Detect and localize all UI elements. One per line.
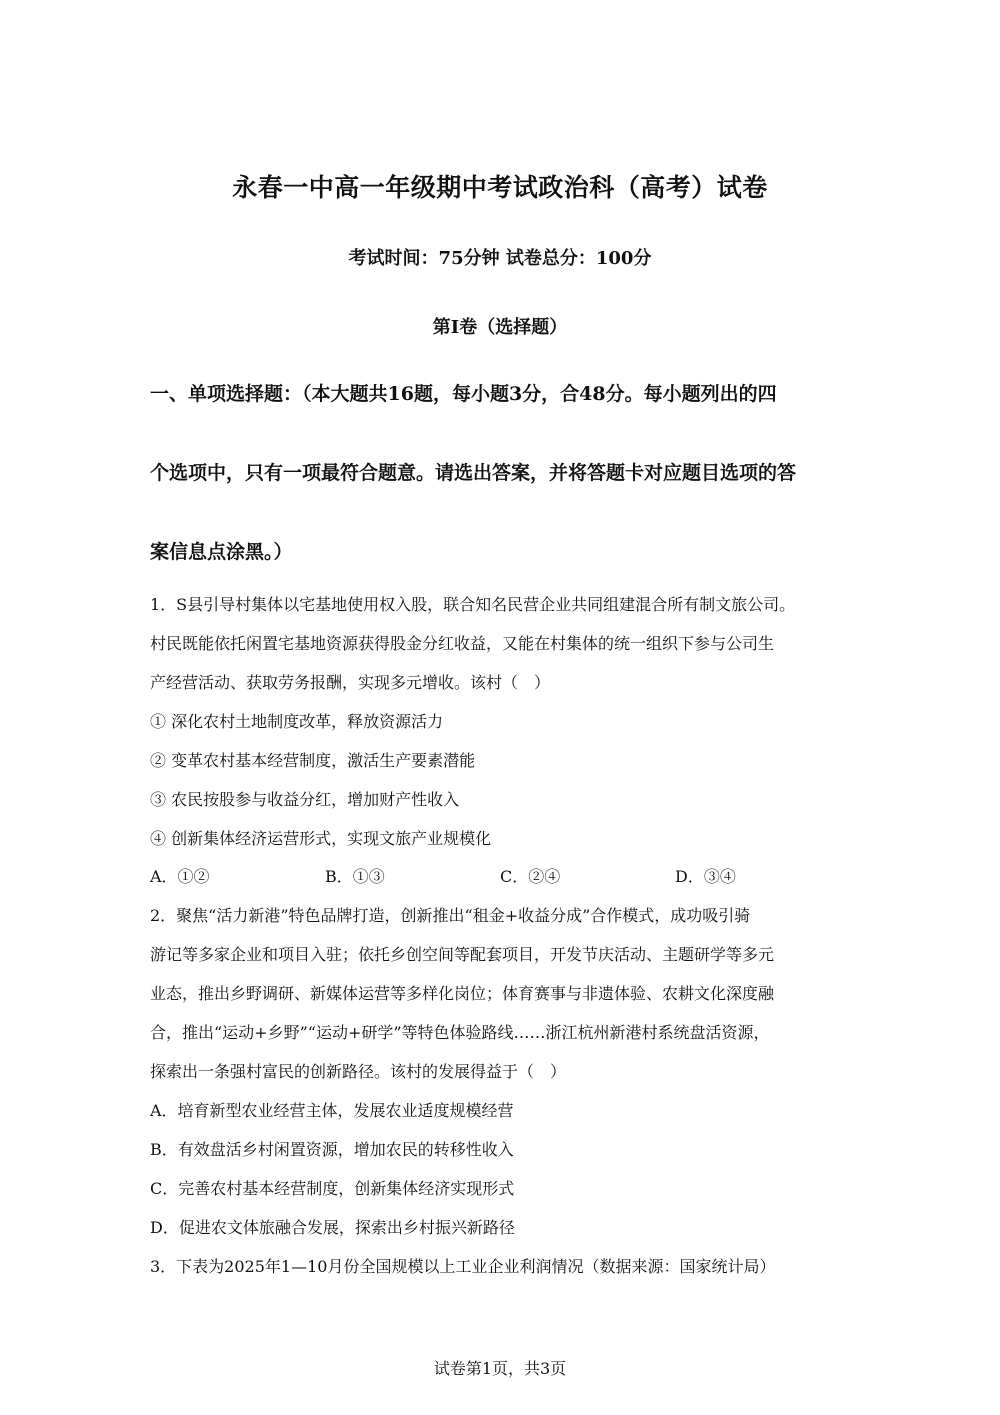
question-2-stem-line: 合，推出“运动+乡野”“运动+研学”等特色体验路线……浙江杭州新港村系统盘活资源，	[150, 1023, 770, 1042]
question-2-option-b: B．有效盘活乡村闲置资源，增加农民的转移性收入	[150, 1140, 514, 1159]
section-title: 第Ⅰ卷（选择题）	[432, 317, 568, 338]
question-1-stem-line: 1．S县引导村集体以宅基地使用权入股，联合知名民营企业共同组建混合所有制文旅公司。	[150, 595, 796, 614]
question-1-stem-line: 产经营活动、获取劳务报酬，实现多元增收。该村（ ）	[150, 673, 551, 692]
question-1-option-a: A．①②	[150, 867, 210, 886]
question-1-statement: ④ 创新集体经济运营形式，实现文旅产业规模化	[150, 829, 492, 848]
question-3-stem: 3．下表为2025年1—10月份全国规模以上工业企业利润情况（数据来源：国家统计局）	[150, 1257, 776, 1276]
question-1-option-d: D．③④	[675, 867, 736, 886]
question-2-stem-line: 游记等多家企业和项目入驻；依托乡创空间等配套项目，开发节庆活动、主题研学等多元	[150, 945, 775, 964]
instruction-line: 个选项中，只有一项最符合题意。请选出答案，并将答题卡对应题目选项的答	[150, 462, 797, 484]
exam-title: 永春一中高一年级期中考试政治科（高考）试卷	[232, 173, 768, 202]
exam-subtitle: 考试时间：75分钟 试卷总分：100分	[348, 248, 652, 269]
question-2-option-d: D．促进农文体旅融合发展，探索出乡村振兴新路径	[150, 1218, 515, 1237]
question-1-option-b: B．①③	[325, 867, 385, 886]
question-1-statement: ① 深化农村土地制度改革，释放资源活力	[150, 712, 444, 731]
page-footer: 试卷第1页，共3页	[433, 1359, 567, 1378]
question-2-option-a: A．培育新型农业经营主体，发展农业适度规模经营	[150, 1101, 514, 1120]
question-2-stem-line: 2．聚焦“活力新港”特色品牌打造，创新推出“租金+收益分成”合作模式，成功吸引骑	[150, 906, 751, 925]
question-2-option-c: C．完善农村基本经营制度，创新集体经济实现形式	[150, 1179, 515, 1198]
instruction-line: 一、单项选择题：（本大题共16题，每小题3分，合48分。每小题列出的四	[150, 383, 777, 405]
question-1-option-c: C．②④	[500, 867, 561, 886]
question-2-stem-line: 探索出一条强村富民的创新路径。该村的发展得益于（ ）	[150, 1062, 567, 1081]
question-1-statement: ③ 农民按股参与收益分红，增加财产性收入	[150, 790, 460, 809]
question-1-statement: ② 变革农村基本经营制度，激活生产要素潜能	[150, 751, 476, 770]
question-2-stem-line: 业态，推出乡野调研、新媒体运营等多样化岗位；体育赛事与非遗体验、农耕文化深度融	[150, 984, 775, 1003]
instruction-line: 案信息点涂黑。）	[150, 541, 293, 563]
question-1-stem-line: 村民既能依托闲置宅基地资源获得股金分红收益，又能在村集体的统一组织下参与公司生	[150, 634, 775, 653]
question-1-options	[150, 864, 870, 888]
